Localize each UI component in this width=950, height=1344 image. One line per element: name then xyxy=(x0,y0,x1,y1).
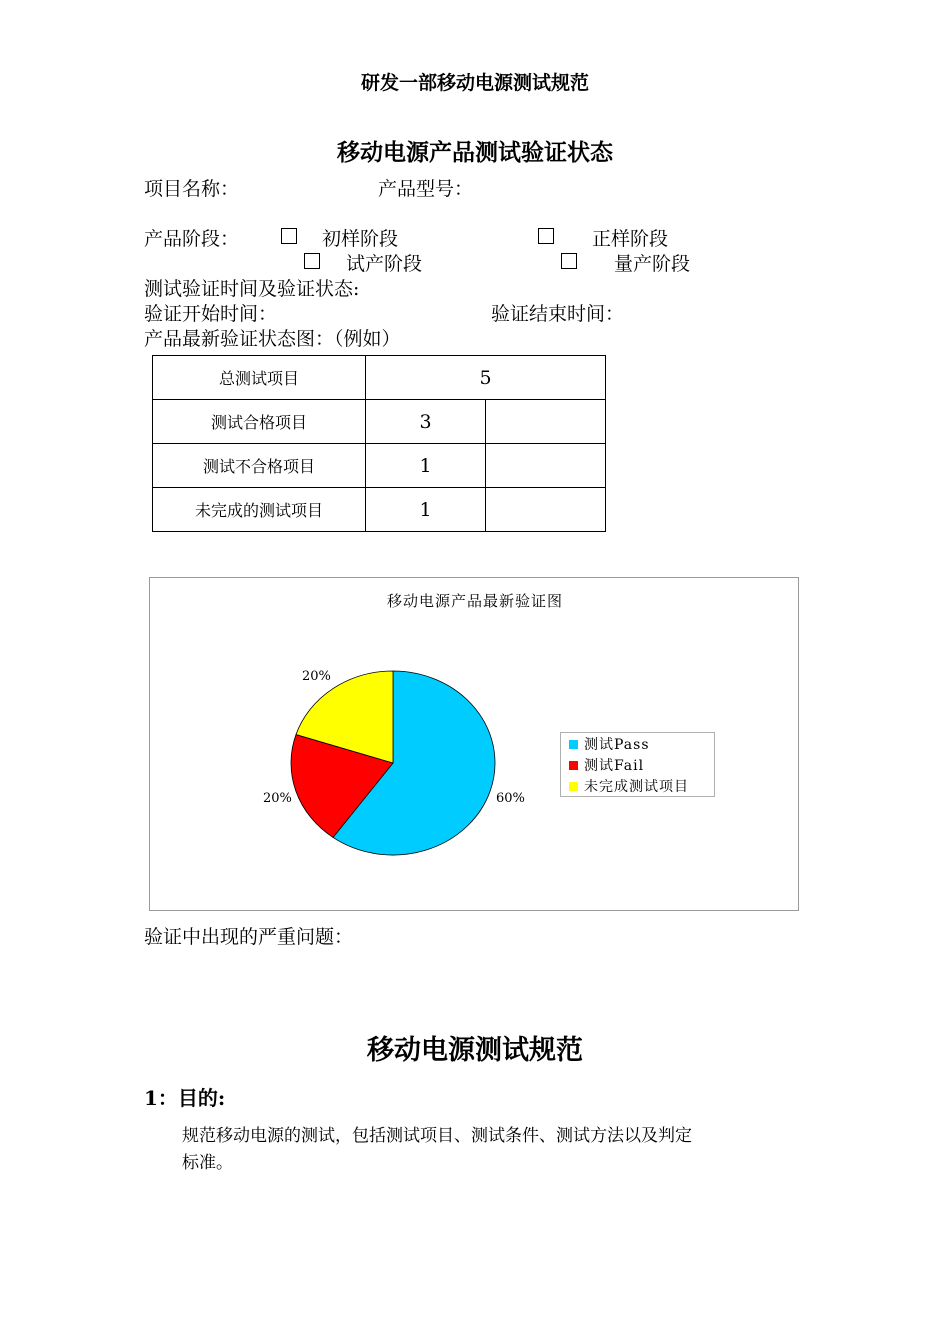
legend-label: 未完成测试项目 xyxy=(584,779,689,795)
stage-initial: 初样阶段 xyxy=(322,228,399,250)
row-value: 1 xyxy=(366,444,486,488)
section-heading: 1：目的: xyxy=(144,1086,226,1110)
legend-label: 测试Fail xyxy=(584,758,645,774)
project-name-label: 项目名称： xyxy=(144,178,240,200)
status-title: 移动电源产品测试验证状态 xyxy=(337,139,613,166)
pie-label-fail: 20% xyxy=(263,791,292,806)
legend-item-pending xyxy=(569,777,689,797)
section-paragraph-line2: 标准。 xyxy=(182,1153,233,1173)
checkbox-mass[interactable] xyxy=(561,253,577,269)
start-time-label: 验证开始时间： xyxy=(144,303,278,325)
model-label: 产品型号： xyxy=(378,178,474,200)
pie-label-pass: 60% xyxy=(496,791,525,806)
stage-mass: 量产阶段 xyxy=(614,253,691,275)
empty-cell xyxy=(486,400,606,444)
section-paragraph-line1: 规范移动电源的测试，包括测试项目、测试条件、测试方法以及判定 xyxy=(182,1126,692,1146)
issues-label: 验证中出现的严重问题： xyxy=(144,926,354,948)
chart-legend xyxy=(560,732,715,797)
legend-item-pass xyxy=(569,735,650,755)
test-time-status-label: 测试验证时间及验证状态: xyxy=(144,278,360,300)
legend-item-fail xyxy=(569,756,644,776)
empty-cell xyxy=(486,444,606,488)
stage-formal: 正样阶段 xyxy=(592,228,669,250)
legend-swatch xyxy=(569,761,578,770)
row-label: 测试合格项目 xyxy=(153,400,366,444)
checkbox-trial[interactable] xyxy=(304,253,320,269)
table-row xyxy=(153,488,606,532)
legend-swatch xyxy=(569,782,578,791)
row-label: 总测试项目 xyxy=(153,356,366,400)
legend-label: 测试Pass xyxy=(584,737,650,753)
spec-title: 移动电源测试规范 xyxy=(367,1035,583,1066)
row-label: 未完成的测试项目 xyxy=(153,488,366,532)
table-row xyxy=(153,356,606,400)
document-header: 研发一部移动电源测试规范 xyxy=(360,72,589,94)
stage-trial: 试产阶段 xyxy=(346,253,423,275)
stage-label: 产品阶段： xyxy=(144,228,240,250)
table-row xyxy=(153,400,606,444)
chart-title: 移动电源产品最新验证图 xyxy=(386,592,563,610)
pie-label-pending: 20% xyxy=(302,669,331,684)
row-label: 测试不合格项目 xyxy=(153,444,366,488)
pie-chart xyxy=(149,577,799,911)
status-table xyxy=(152,355,606,532)
row-value: 1 xyxy=(366,488,486,532)
latest-chart-label: 产品最新验证状态图：（例如） xyxy=(144,328,401,350)
table-row xyxy=(153,444,606,488)
row-value: 3 xyxy=(366,400,486,444)
empty-cell xyxy=(486,488,606,532)
checkbox-initial[interactable] xyxy=(281,228,297,244)
checkbox-formal[interactable] xyxy=(538,228,554,244)
end-time-label: 验证结束时间： xyxy=(491,303,625,325)
row-value: 5 xyxy=(366,356,606,400)
legend-swatch xyxy=(569,740,578,749)
